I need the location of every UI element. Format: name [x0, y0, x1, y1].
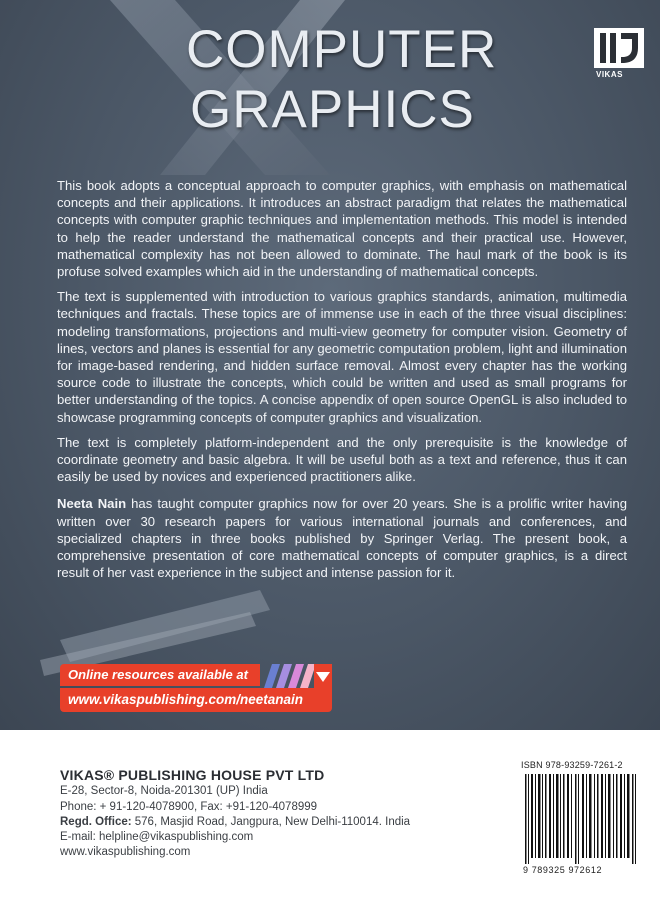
publisher-regd-office: [60, 815, 410, 830]
vikas-logo-text: VIKAS: [596, 70, 623, 79]
publisher-email[interactable]: E-mail: helpline@vikaspublishing.com: [60, 831, 254, 844]
online-resources-banner: [60, 664, 332, 716]
author-name: Neeta Nain: [57, 496, 127, 512]
barcode-icon: [523, 774, 639, 864]
online-resources-label: Online resources available at: [60, 664, 260, 686]
publisher-website[interactable]: www.vikaspublishing.com: [60, 846, 191, 859]
author-bio: has taught computer graphics now for over 20 years. She is a prolific writer having written over 30 research papers for various international journals and conferences, and specialized chapters in three books published by Springer Verlag. The present book, a comprehensive presentation of core mathematical concepts of computer graphics, is a direct result of her vast experience in the subject and intense passion for it.: [57, 496, 627, 581]
author-paragraph: [57, 495, 627, 581]
cover-title-line2: GRAPHICS: [190, 80, 475, 139]
blurb-paragraph-1: This book adopts a conceptual approach to computer graphics, with emphasis on mathematical concepts and their applications. It introduces an abstract paradigm that relates the mathematical concepts with computer graphic techniques and implementation methods. This model is intended to help the reader understand the mathematical concepts and their practical use. However, mathematical complexity has not been allowed to dominate. The haul mark of the book is its profuse solved examples which aid in the understanding of mathematical concepts.: [57, 178, 627, 280]
online-resources-url[interactable]: www.vikaspublishing.com/neetanain: [60, 688, 332, 712]
isbn-barcode-block: [519, 760, 643, 880]
barcode-number: 9 789325 972612: [523, 865, 603, 875]
back-cover-blurb: [57, 177, 627, 589]
regd-office-address: 576, Masjid Road, Jangpura, New Delhi-110014. India: [131, 815, 411, 828]
publisher-phone: Phone: + 91-120-4078900, Fax: +91-120-4078999: [60, 800, 318, 813]
blurb-paragraph-3: The text is completely platform-independent and the only prerequisite is the knowledge of coordinate geometry and basic algebra. It will be useful both as a text and reference, thus it can easily be used by novices and experienced practitioners alike.: [57, 434, 627, 485]
publisher-name: VIKAS® PUBLISHING HOUSE PVT LTD: [60, 767, 325, 783]
publisher-info-panel: [0, 730, 660, 900]
blurb-paragraph-2: The text is supplemented with introduction to various graphics standards, animation, multimedia techniques and fractals. These topics are of immense use in each of the three visual disciplines: modeling transformations, projections and multi-view geometry for computer vision. Geometry of lines, vectors and planes is essential for any geometric computation problem, light and illumination for image-based rendering, and hidden surface removal. Almost every chapter has the working source code to illustrate the concepts, which could be written and used as small programs for better understanding of the topics. A concise appendix of open source OpenGL is also included to showcase programming concepts of computer graphics and visualization.: [57, 289, 627, 425]
publisher-address: E-28, Sector-8, Noida-201301 (UP) India: [60, 785, 268, 798]
regd-office-label: Regd. Office:: [60, 815, 132, 828]
isbn-label: ISBN 978-93259-7261-2: [521, 760, 623, 770]
publisher-details: [60, 768, 410, 861]
banner-arrow-icon: [260, 664, 332, 688]
cover-title-line1: COMPUTER: [186, 20, 498, 79]
